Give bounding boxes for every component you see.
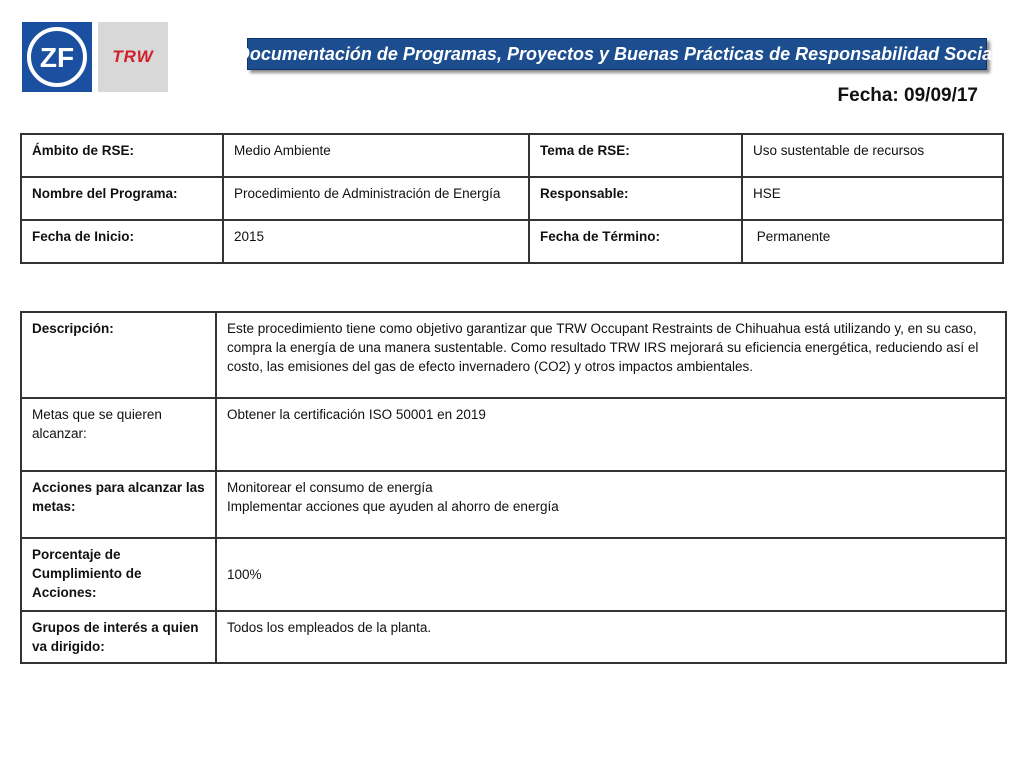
acciones-value — [216, 471, 1006, 538]
tema-label: Tema de RSE: — [529, 134, 742, 177]
table-row — [21, 538, 1006, 611]
table-row — [21, 398, 1006, 471]
zf-logo-icon — [26, 26, 88, 88]
nombre-label: Nombre del Programa: — [21, 177, 223, 220]
termino-label: Fecha de Término: — [529, 220, 742, 263]
document-date: Fecha: 09/09/17 — [837, 85, 978, 106]
grupos-label: Grupos de interés a quien va dirigido: — [21, 611, 216, 663]
responsable-label: Responsable: — [529, 177, 742, 220]
termino-value: Permanente — [742, 220, 1003, 263]
table-row — [21, 177, 1003, 220]
table-row — [21, 471, 1006, 538]
descripcion-label: Descripción: — [21, 312, 216, 398]
acciones-item: Implementar acciones que ayuden al ahorro de energía — [227, 499, 559, 514]
info-table — [20, 133, 1004, 264]
responsable-value: HSE — [742, 177, 1003, 220]
page-title: Documentación de Programas, Proyectos y Buenas Prácticas de Responsabilidad Social — [236, 43, 998, 64]
zf-logo — [22, 22, 92, 92]
metas-label: Metas que se quieren alcanzar: — [21, 398, 216, 471]
table-row — [21, 312, 1006, 398]
tema-value: Uso sustentable de recursos — [742, 134, 1003, 177]
acciones-label: Acciones para alcanzar las metas: — [21, 471, 216, 538]
trw-logo-text: TRW — [112, 47, 154, 66]
nombre-value: Procedimiento de Administración de Energía — [223, 177, 529, 220]
acciones-item: Monitorear el consumo de energía — [227, 480, 433, 495]
grupos-value: Todos los empleados de la planta. — [216, 611, 1006, 663]
inicio-label: Fecha de Inicio: — [21, 220, 223, 263]
metas-value: Obtener la certificación ISO 50001 en 2019 — [216, 398, 1006, 471]
inicio-value: 2015 — [223, 220, 529, 263]
table-row — [21, 220, 1003, 263]
descripcion-value: Este procedimiento tiene como objetivo garantizar que TRW Occupant Restraints de Chihuahua está utilizando y, en su caso, compra la energía de una manera sustentable. Como resultado TRW IRS mejorará su eficiencia energética, reduciendo así el costo, las emisiones del gas de efecto invernadero (CO2) y otros impactos ambientales. — [216, 312, 1006, 398]
ambito-value: Medio Ambiente — [223, 134, 529, 177]
detail-table — [20, 311, 1007, 664]
porcentaje-label: Porcentaje de Cumplimiento de Acciones: — [21, 538, 216, 611]
porcentaje-value: 100% — [216, 538, 1006, 611]
table-row — [21, 134, 1003, 177]
zf-logo-text: ZF — [39, 42, 75, 73]
trw-logo — [98, 22, 168, 92]
table-row — [21, 611, 1006, 663]
page-title-banner — [236, 38, 998, 70]
ambito-label: Ámbito de RSE: — [21, 134, 223, 177]
logos — [22, 22, 168, 92]
